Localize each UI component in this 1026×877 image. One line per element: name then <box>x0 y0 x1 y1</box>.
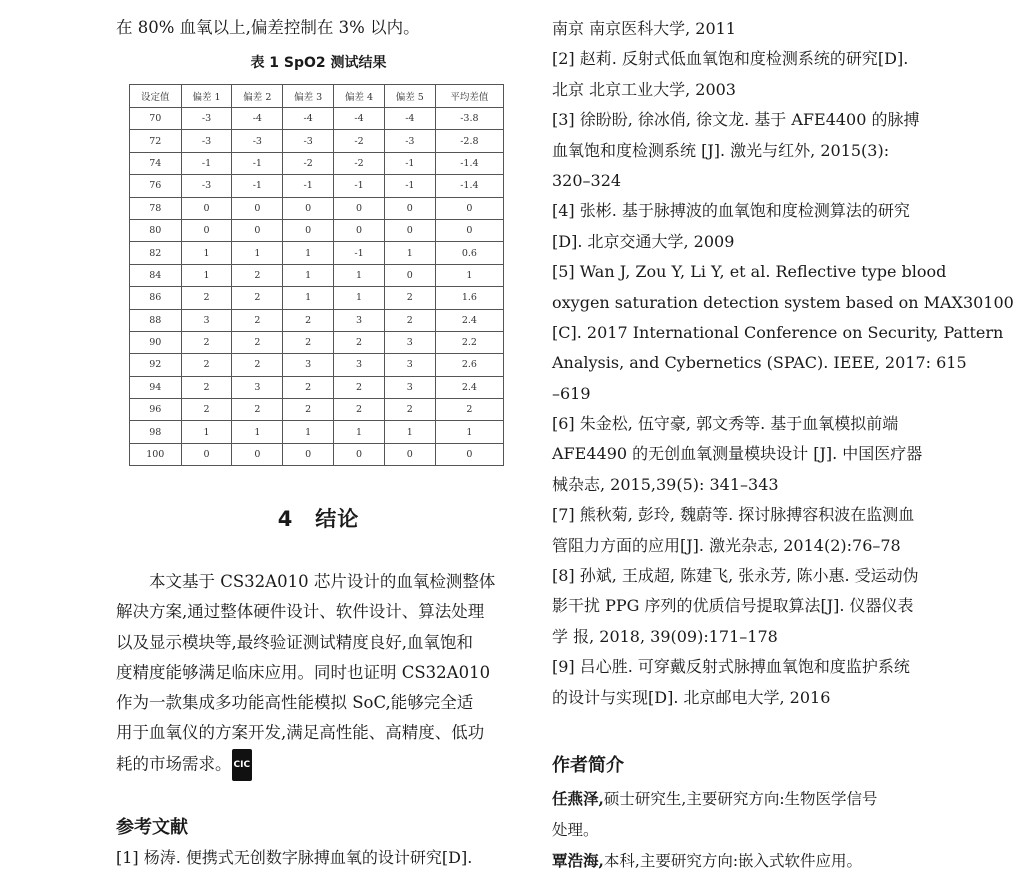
table-cell: 1 <box>435 421 503 443</box>
reference-line: [6] 朱金松, 伍守豪, 郭文秀等. 基于血氧模拟前端 <box>552 414 899 434</box>
reference-line: 320–324 <box>552 170 622 190</box>
conclusion-line-text: 用于血氧仪的方案开发,满足高性能、高精度、低功 <box>116 723 485 743</box>
reference-line: [8] 孙斌, 王成超, 陈建飞, 张永芳, 陈小惠. 受运动伪 <box>552 566 919 586</box>
table-cell: 3 <box>384 354 435 376</box>
table-cell: 2 <box>435 399 503 421</box>
table-cell: 2 <box>283 376 334 398</box>
reference-line: –619 <box>552 383 591 403</box>
table-cell: 84 <box>130 264 182 286</box>
table-cell: -3 <box>384 130 435 152</box>
table-cell: 2.6 <box>435 354 503 376</box>
conclusion-line <box>116 718 521 748</box>
table-cell: -4 <box>232 108 283 130</box>
table-cell: 2 <box>232 331 283 353</box>
table-row <box>130 242 504 264</box>
bio-line <box>552 783 962 814</box>
table-cell: -2.8 <box>435 130 503 152</box>
table-cell: -4 <box>384 108 435 130</box>
table-cell: 3 <box>232 376 283 398</box>
conclusion-line <box>116 749 521 779</box>
section-title: 4 结论 <box>277 507 360 531</box>
table-caption: 表 1 SpO2 测试结果 <box>250 55 387 71</box>
table-cell: 1 <box>283 264 334 286</box>
reference-line: 械杂志, 2015,39(5): 341–343 <box>552 474 779 494</box>
table-cell: -1.4 <box>435 175 503 197</box>
intro-text: 在 80% 血氧以上,偏差控制在 3% 以内。 <box>116 18 420 37</box>
table-cell: -1 <box>232 175 283 197</box>
table-cell: 1 <box>232 242 283 264</box>
table-cell: -1 <box>384 152 435 174</box>
reference-line: Analysis, and Cybernetics (SPAC). IEEE, 2017: 615 <box>552 353 967 373</box>
reference-line: 北京 北京工业大学, 2003 <box>552 79 736 99</box>
table-cell: -3 <box>181 130 232 152</box>
table-cell: -1 <box>181 152 232 174</box>
table-cell: -2 <box>334 152 385 174</box>
table-cell: 0 <box>283 197 334 219</box>
table-cell: 0 <box>181 219 232 241</box>
author-bio-title: 作者简介 <box>552 755 624 776</box>
table-cell: 88 <box>130 309 182 331</box>
table-cell: 1 <box>181 264 232 286</box>
table-cell: 74 <box>130 152 182 174</box>
reference-line: [C]. 2017 International Conference on Security, Pattern <box>552 322 1004 342</box>
table-cell: 2 <box>232 399 283 421</box>
references-title: 参考文献 <box>116 817 188 838</box>
table-cell: 0 <box>181 443 232 465</box>
reference-line: [4] 张彬. 基于脉搏波的血氧饱和度检测算法的研究 <box>552 201 910 221</box>
table-cell: 3 <box>384 331 435 353</box>
reference-line: [9] 吕心胜. 可穿戴反射式脉搏血氧饱和度监护系统 <box>552 657 910 677</box>
table-cell: 94 <box>130 376 182 398</box>
table-cell: 0 <box>384 443 435 465</box>
table-cell: -4 <box>334 108 385 130</box>
conclusion-line-text: 解决方案,通过整体硬件设计、软件设计、算法处理 <box>116 602 485 622</box>
table-row <box>130 108 504 130</box>
table-cell: 0 <box>334 197 385 219</box>
table-cell: 2 <box>181 399 232 421</box>
table-cell: 0 <box>435 197 503 219</box>
table-cell: 2.4 <box>435 309 503 331</box>
table-cell: 0 <box>232 219 283 241</box>
conclusion-paragraph <box>116 567 521 779</box>
table-cell: 1 <box>334 287 385 309</box>
table-cell: 2 <box>181 331 232 353</box>
table-cell: 1 <box>334 421 385 443</box>
table-cell: 0 <box>283 219 334 241</box>
table-cell: -2 <box>283 152 334 174</box>
table-cell: 96 <box>130 399 182 421</box>
table-row <box>130 421 504 443</box>
table-cell: 2 <box>232 287 283 309</box>
table-cell: -3 <box>232 130 283 152</box>
table-cell: 70 <box>130 108 182 130</box>
table-cell: 2 <box>384 309 435 331</box>
table-header-cell: 偏差 4 <box>334 85 385 108</box>
table-row <box>130 376 504 398</box>
table-cell: 78 <box>130 197 182 219</box>
table-cell: 80 <box>130 219 182 241</box>
reference-line: [2] 赵莉. 反射式低血氧饱和度检测系统的研究[D]. <box>552 49 909 69</box>
author-bios <box>552 783 962 876</box>
table-row <box>130 309 504 331</box>
table-cell: 0 <box>232 197 283 219</box>
table-header-cell: 偏差 2 <box>232 85 283 108</box>
table-cell: -1 <box>232 152 283 174</box>
table-header-cell: 设定值 <box>130 85 182 108</box>
table-cell: 3 <box>334 354 385 376</box>
table-cell: -1 <box>334 175 385 197</box>
table-cell: 0 <box>384 197 435 219</box>
table-cell: 3 <box>181 309 232 331</box>
table-cell: 3 <box>283 354 334 376</box>
table-cell: 1 <box>283 287 334 309</box>
conclusion-line <box>116 688 521 718</box>
table-row <box>130 354 504 376</box>
table-cell: 0 <box>435 443 503 465</box>
conclusion-line-text: 度精度能够满足临床应用。同时也证明 CS32A010 <box>116 662 491 682</box>
table-cell: 1 <box>181 242 232 264</box>
table-cell: -3 <box>181 175 232 197</box>
table-cell: 0 <box>384 219 435 241</box>
table-cell: -1.4 <box>435 152 503 174</box>
table-cell: -1 <box>334 242 385 264</box>
table-header-row <box>130 85 504 108</box>
spo2-results-table <box>129 84 504 466</box>
table-cell: 76 <box>130 175 182 197</box>
table-cell: 98 <box>130 421 182 443</box>
reference-line: 影干扰 PPG 序列的优质信号提取算法[J]. 仪器仪表 <box>552 596 914 616</box>
reference-line: 的设计与实现[D]. 北京邮电大学, 2016 <box>552 687 831 707</box>
table-cell: 2 <box>181 354 232 376</box>
author-name: 任燕泽, <box>552 789 604 808</box>
reference-line: [7] 熊秋菊, 彭玲, 魏蔚等. 探讨脉搏容积波在监测血 <box>552 505 915 525</box>
conclusion-line <box>116 567 521 597</box>
table-row <box>130 287 504 309</box>
conclusion-line-text: 本文基于 CS32A010 芯片设计的血氧检测整体 <box>116 572 496 591</box>
table-cell: -4 <box>283 108 334 130</box>
table-cell: 3 <box>334 309 385 331</box>
reference-line: AFE4490 的无创血氧测量模块设计 [J]. 中国医疗器 <box>552 444 923 464</box>
table-row <box>130 264 504 286</box>
table-cell: 0 <box>435 219 503 241</box>
table-row <box>130 197 504 219</box>
conclusion-line <box>116 628 521 658</box>
cic-logo-badge: CIC <box>232 749 253 781</box>
reference-line: oxygen saturation detection system based on MAX30100 <box>552 292 1014 312</box>
conclusion-line-text: 耗的市场需求。 <box>116 754 232 774</box>
table-cell: 1 <box>384 421 435 443</box>
table-cell: 2 <box>181 287 232 309</box>
table-cell: 0 <box>384 264 435 286</box>
table-cell: 3 <box>384 376 435 398</box>
table-cell: 2 <box>232 354 283 376</box>
conclusion-line-text: 以及显示模块等,最终验证测试精度良好,血氧饱和 <box>116 632 473 652</box>
table-cell: 1 <box>334 264 385 286</box>
table-row <box>130 443 504 465</box>
table-cell: -1 <box>384 175 435 197</box>
table-header-cell: 平均差值 <box>435 85 503 108</box>
table-cell: 2 <box>334 376 385 398</box>
table-cell: 1 <box>384 242 435 264</box>
table-cell: 1.6 <box>435 287 503 309</box>
table-cell: 1 <box>181 421 232 443</box>
table-cell: -2 <box>334 130 385 152</box>
table-cell: 2 <box>283 309 334 331</box>
reference-line: 学 报, 2018, 39(09):171–178 <box>552 626 778 646</box>
table-cell: -1 <box>283 175 334 197</box>
table-cell: 2 <box>283 399 334 421</box>
table-cell: 0 <box>283 443 334 465</box>
table-cell: 2 <box>334 399 385 421</box>
reference-line: [3] 徐盼盼, 徐冰俏, 徐文龙. 基于 AFE4400 的脉搏 <box>552 110 920 130</box>
table-header-cell: 偏差 3 <box>283 85 334 108</box>
table-cell: 2 <box>181 376 232 398</box>
table-cell: -3 <box>283 130 334 152</box>
bio-text: 硕士研究生,主要研究方向:生物医学信号 <box>603 790 878 808</box>
reference-line: 管阻力方面的应用[J]. 激光杂志, 2014(2):76–78 <box>552 535 901 555</box>
conclusion-line-text: 作为一款集成多功能高性能模拟 SoC,能够完全适 <box>116 693 474 713</box>
table-cell: 72 <box>130 130 182 152</box>
table-cell: 2 <box>232 309 283 331</box>
table-row <box>130 219 504 241</box>
table-cell: -3 <box>181 108 232 130</box>
reference-1: [1] 杨涛. 便携式无创数字脉搏血氧的设计研究[D]. <box>116 848 473 867</box>
table-cell: 1 <box>435 264 503 286</box>
table-cell: 1 <box>283 421 334 443</box>
table-cell: 2.2 <box>435 331 503 353</box>
bio-line <box>552 814 962 845</box>
table-cell: 2.4 <box>435 376 503 398</box>
reference-line: [5] Wan J, Zou Y, Li Y, et al. Reflective type blood <box>552 262 947 282</box>
table-cell: 2 <box>334 331 385 353</box>
table-cell: 1 <box>232 421 283 443</box>
references-continued <box>552 14 1014 713</box>
conclusion-line <box>116 597 521 627</box>
bio-text: 本科,主要研究方向:嵌入式软件应用。 <box>603 852 863 870</box>
table-header-cell: 偏差 5 <box>384 85 435 108</box>
table-cell: 0 <box>232 443 283 465</box>
table-cell: 0.6 <box>435 242 503 264</box>
table-cell: -3.8 <box>435 108 503 130</box>
table-row <box>130 331 504 353</box>
table-cell: 1 <box>283 242 334 264</box>
reference-line: [D]. 北京交通大学, 2009 <box>552 231 735 251</box>
reference-line: 血氧饱和度检测系统 [J]. 激光与红外, 2015(3): <box>552 140 890 160</box>
reference-line: 南京 南京医科大学, 2011 <box>552 19 736 38</box>
table-cell: 100 <box>130 443 182 465</box>
table-header-cell: 偏差 1 <box>181 85 232 108</box>
table-cell: 0 <box>334 443 385 465</box>
table-row <box>130 399 504 421</box>
table-cell: 92 <box>130 354 182 376</box>
table-cell: 86 <box>130 287 182 309</box>
table-cell: 2 <box>232 264 283 286</box>
table-row <box>130 130 504 152</box>
table-cell: 2 <box>384 287 435 309</box>
conclusion-line <box>116 658 521 688</box>
bio-line <box>552 845 962 876</box>
table-cell: 2 <box>384 399 435 421</box>
table-cell: 0 <box>181 197 232 219</box>
table-cell: 0 <box>334 219 385 241</box>
table-row <box>130 152 504 174</box>
table-row <box>130 175 504 197</box>
table-cell: 2 <box>283 331 334 353</box>
author-name: 覃浩海, <box>552 851 604 870</box>
bio-text: 处理。 <box>552 821 599 839</box>
table-cell: 82 <box>130 242 182 264</box>
table-cell: 90 <box>130 331 182 353</box>
